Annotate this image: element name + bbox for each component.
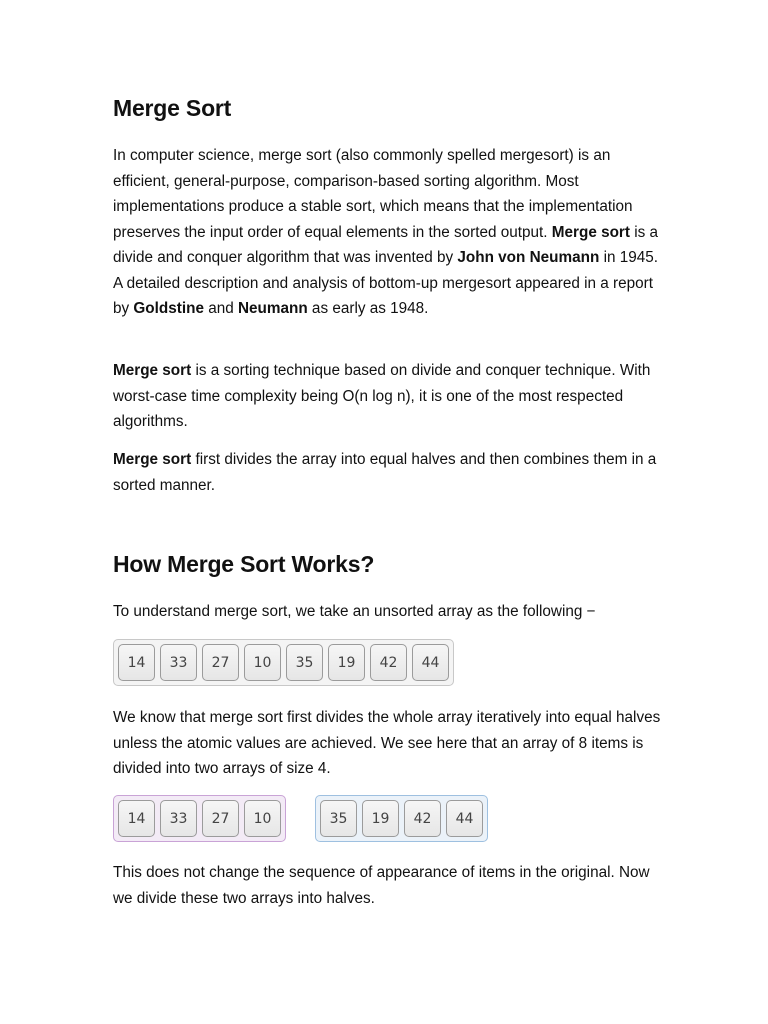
sequence-note: This does not change the sequence of appearance of items in the original. Now we divide these two arrays into halves. [113, 864, 650, 907]
array-cell: 44 [446, 800, 483, 837]
bold-term: Merge sort [113, 451, 192, 468]
bold-term: Merge sort [551, 223, 630, 241]
bold-term: John von Neumann [457, 249, 600, 266]
text-run: first divides the array into equal halves and then combines them in a sorted manner. [113, 451, 657, 494]
array-container [113, 639, 454, 686]
complexity-paragraph [113, 358, 668, 435]
array-cell: 42 [404, 800, 441, 837]
text-run: is a sorting technique based on divide and conquer technique. With worst-case time complexity being O(n log n), it is one of the most respected algorithms. [113, 362, 651, 430]
text-run: is a divide and conquer algorithm that was invented by [113, 223, 659, 266]
unsorted-array-figure [113, 639, 454, 686]
text-run: In computer science, merge sort (also commonly spelled mergesort) is an efficient, general-purpose, comparison-based sorting algorithm. Most implementations produce a stable sort, which means that the implementation preserves the input order of equal elements in the sorted output. [113, 147, 633, 241]
right-half-figure [315, 795, 488, 842]
array-cell: 10 [244, 800, 281, 837]
text-run: in 1945. A detailed description and analysis of bottom-up mergesort appeared in a report by [113, 249, 659, 317]
bold-term: Merge sort [113, 362, 192, 379]
page-title: Merge Sort [113, 95, 232, 121]
unsorted-array-intro: To understand merge sort, we take an unsorted array as the following − [113, 603, 596, 620]
array-cell: 14 [118, 800, 155, 837]
array-cell: 14 [118, 644, 155, 681]
array-cell: 44 [412, 644, 449, 681]
text-run: and [203, 300, 238, 317]
array-cell: 19 [362, 800, 399, 837]
left-half-figure [113, 795, 286, 842]
array-cell: 35 [320, 800, 357, 837]
array-cell: 42 [370, 644, 407, 681]
array-cell: 27 [202, 800, 239, 837]
intro-paragraph [113, 143, 668, 322]
array-cell: 35 [286, 644, 323, 681]
array-cell: 27 [202, 644, 239, 681]
text-run: as early as 1948. [307, 300, 429, 317]
split-explanation: We know that merge sort first divides the whole array iteratively into equal halves unless the atomic values are achieved. We see here that an array of 8 items is divided into two arrays of size 4. [113, 709, 661, 777]
array-cell: 10 [244, 644, 281, 681]
divide-paragraph [113, 447, 668, 498]
section-heading: How Merge Sort Works? [113, 551, 375, 577]
array-cell: 19 [328, 644, 365, 681]
array-cell: 33 [160, 644, 197, 681]
right-half-array [315, 795, 488, 842]
bold-term: Goldstine [133, 300, 204, 317]
left-half-array [113, 795, 286, 842]
array-cell: 33 [160, 800, 197, 837]
bold-term: Neumann [237, 300, 308, 317]
